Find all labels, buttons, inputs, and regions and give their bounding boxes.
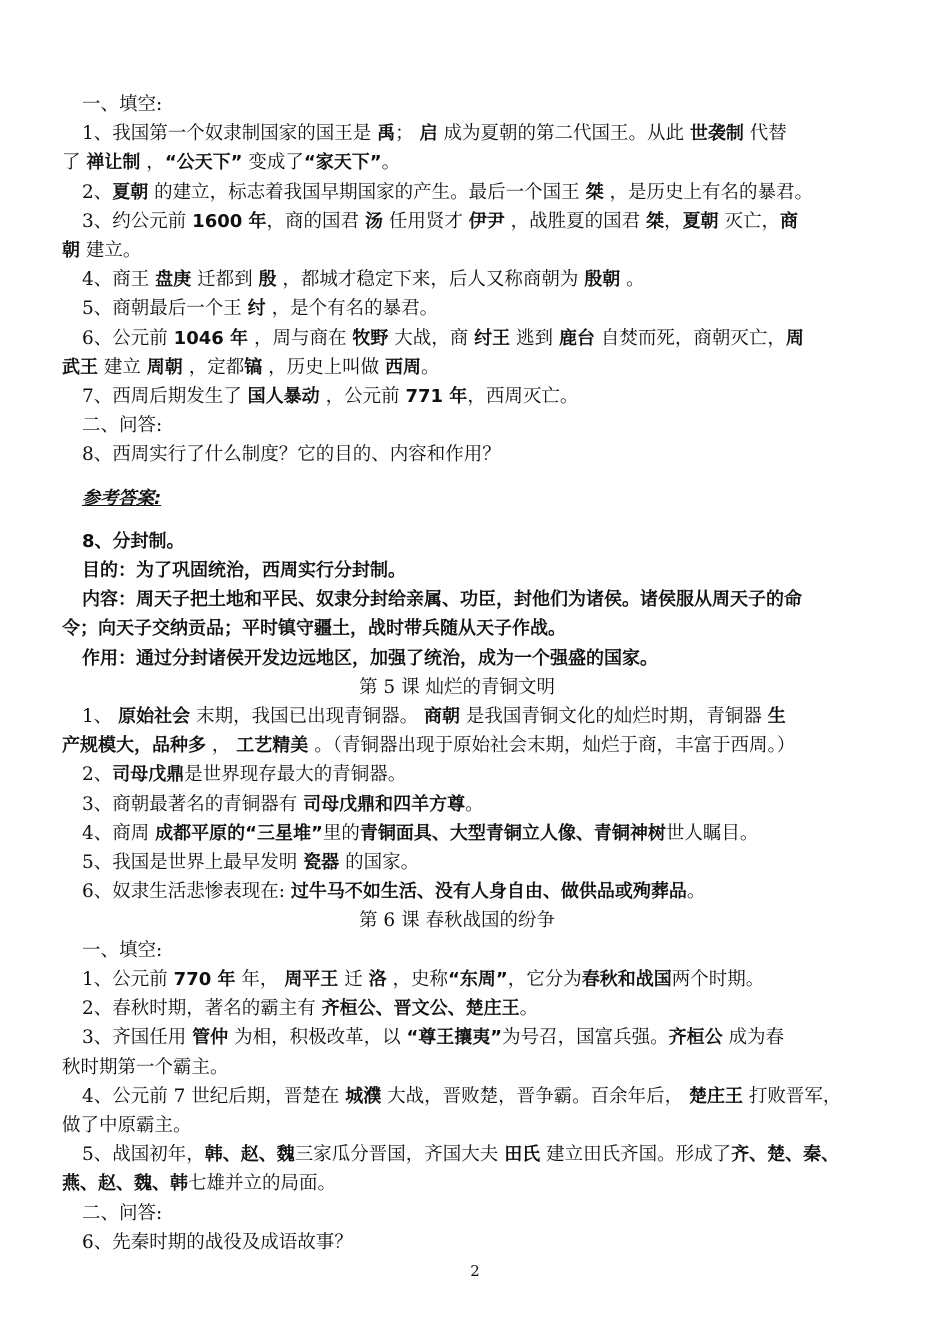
heading-text: 二、问答: (82, 415, 163, 437)
l6-question-6 (62, 1228, 862, 1257)
answer: 纣 (247, 298, 266, 320)
text: 8、分封制。 (82, 530, 185, 552)
text: 迁都到 (197, 269, 253, 291)
text: 为号召，国富兵强。 (502, 1027, 669, 1049)
answer: 齐、楚、秦、 (731, 1144, 840, 1166)
answer: “家天下” (303, 152, 382, 174)
l5-question-3 (62, 790, 862, 819)
answer: 楚庄王 (689, 1085, 743, 1107)
question-6-cont (62, 353, 862, 382)
answer: 牧野 (352, 327, 389, 349)
heading-text: 第 5 课 灿烂的青铜文明 (359, 676, 555, 698)
answer: 商 (779, 210, 798, 232)
text: 代替 (749, 123, 787, 145)
answer: 韩、赵、魏 (204, 1144, 295, 1166)
answer: 殷朝 (584, 269, 621, 291)
text: 5、战国初年， (82, 1144, 205, 1166)
l6-question-5 (62, 1140, 862, 1169)
text: 七雄并立的局面。 (188, 1173, 337, 1195)
text: 作用：通过分封诸侯开发边远地区，加强了统治，成为一个强盛的国家。 (82, 647, 658, 669)
text: 3、齐国任用 (82, 1027, 187, 1049)
answer: 工艺精美 (236, 735, 309, 757)
answer: 周朝 (146, 356, 183, 378)
text: 建立 (103, 356, 141, 378)
text: ，公元前 (325, 386, 400, 408)
text: 。 (626, 269, 645, 291)
answer: 镐 (244, 356, 263, 378)
question-5 (62, 294, 862, 323)
answer: 城濮 (345, 1085, 382, 1107)
answer-content (62, 585, 862, 614)
l6-heading-fill-in (62, 936, 862, 965)
l6-question-4-cont (62, 1111, 862, 1140)
answer: 武王 (62, 356, 98, 378)
answer: 生 (767, 706, 786, 728)
answer-8 (62, 527, 862, 556)
text: 建立。 (85, 240, 142, 262)
answer: 洛 (368, 968, 387, 990)
answer: 春秋和战国 (581, 968, 672, 990)
text: 成为春 (728, 1027, 785, 1049)
text: 的建立，标志着我国早期国家的产生。最后一个国王 (154, 181, 580, 203)
text: 大战，晋败楚，晋争霸。百余年后， (387, 1085, 684, 1107)
text: 逃到 (516, 327, 554, 349)
text: 4、商王 (82, 269, 150, 291)
text: 里的 (322, 822, 360, 844)
text: 6、奴隶生活悲惨表现在: (82, 881, 286, 903)
text: 。 (465, 793, 484, 815)
l5-question-4 (62, 819, 862, 848)
text: ，是个有名的暴君。 (271, 298, 439, 320)
answer: 1046 年 (173, 327, 249, 349)
answer: 伊尹 (468, 210, 505, 232)
answer: 周平王 (284, 968, 339, 990)
text: 3、约公元前 (82, 210, 187, 232)
text: 做了中原霸主。 (62, 1114, 192, 1136)
text: 任用贤才 (388, 210, 463, 232)
question-1-cont (62, 148, 862, 177)
answer: 盘庚 (155, 269, 192, 291)
text: 3、商朝最著名的青铜器有 (82, 793, 298, 815)
answer: 过牛马不如生活、没有人身自由、做供品或殉葬品 (290, 881, 687, 903)
answer: 田氏 (504, 1144, 541, 1166)
text: 。（青铜器出现于原始社会末期，灿烂于商，丰富于西周。） (314, 735, 796, 757)
text: 。 (519, 998, 539, 1020)
text: ，定都 (188, 356, 245, 378)
answer-content-cont (62, 614, 862, 643)
l6-question-4 (62, 1082, 862, 1111)
answer: 燕、赵、魏、韩 (62, 1173, 188, 1195)
answer: 殷 (258, 269, 277, 291)
answer: “尊王攘夷” (406, 1027, 503, 1049)
l6-question-3 (62, 1023, 862, 1052)
question-2: 2、夏朝 的建立，标志着我国早期国家的产生。最后一个国王 桀 ，是历史上有名的暴君。 (82, 181, 813, 203)
answer-effect (62, 644, 862, 673)
heading-qa (62, 411, 862, 440)
question-6 (62, 324, 862, 353)
text: 成为夏朝的第二代国王。从此 (443, 123, 684, 145)
text: 。 (381, 152, 401, 174)
question-1 (62, 119, 862, 148)
text: 4、公元前 7 世纪后期，晋楚在 (82, 1085, 340, 1107)
text: 目的：为了巩固统治，西周实行分封制。 (82, 560, 406, 582)
l5-question-6 (62, 877, 862, 906)
answer: 齐桓公、晋文公、楚庄王 (321, 998, 520, 1020)
text: 的国家。 (345, 852, 420, 874)
answer: 夏朝 (682, 210, 719, 232)
text: 三家瓜分晋国，齐国大夫 (294, 1144, 499, 1166)
text: ，它分为 (507, 968, 582, 990)
text: 打败晋军， (748, 1085, 842, 1107)
question-4 (62, 265, 862, 294)
text: 2、 (82, 764, 113, 786)
answer: 世袭制 (689, 123, 744, 145)
text: ，历史上叫做 (268, 356, 380, 378)
text: 了 (62, 152, 81, 174)
text: ， (664, 210, 683, 232)
text: 。 (421, 356, 440, 378)
answer: “公天下” (164, 152, 243, 174)
answer: 桀 (646, 210, 665, 232)
page-number: 2 (470, 1262, 480, 1280)
text: 是我国青铜文化的灿烂时期，青铜器 (465, 706, 762, 728)
l6-question-5-cont (62, 1169, 862, 1198)
answer: “东周” (448, 968, 508, 990)
text: 2、春秋时期，著名的霸主有 (82, 998, 316, 1020)
text: 令；向天子交纳贡品；平时镇守疆土，战时带兵随从天子作战。 (62, 618, 566, 640)
answer: 齐桓公 (668, 1027, 723, 1049)
text: 迁 (344, 968, 363, 990)
lesson-5-title (62, 673, 852, 702)
answer: 鹿台 (558, 327, 595, 349)
text: ， (146, 152, 165, 174)
l5-question-5 (62, 848, 862, 877)
question-8 (62, 440, 862, 469)
answer: 禅让制 (86, 152, 141, 174)
text: ，史称 (392, 968, 449, 990)
text: 6、公元前 (82, 327, 168, 349)
text: 年， (241, 968, 279, 990)
text: ，周与商在 (253, 327, 347, 349)
text: 7、西周后期发生了 (82, 386, 242, 408)
text: 4、商周 (82, 822, 150, 844)
heading-text: 第 6 课 春秋战国的纷争 (359, 910, 555, 932)
answer: 西周 (385, 356, 421, 378)
l6-question-2 (62, 994, 862, 1023)
l5-question-1 (62, 702, 862, 731)
text: ，战胜夏的国君 (510, 210, 641, 232)
l5-question-2 (62, 760, 862, 789)
answer: 原始社会 (118, 706, 191, 728)
answer: 国人暴动 (247, 386, 320, 408)
text: 内容：周天子把土地和平民、奴隶分封给亲属、功臣，封他们为诸侯。诸侯服从周天子的命 (82, 589, 802, 611)
text: 变成了 (248, 152, 304, 174)
question-7 (62, 382, 862, 411)
text: ，都城才稳定下来，后人又称商朝为 (282, 269, 579, 291)
text: 5、我国是世界上最早发明 (82, 852, 298, 874)
answer: 770 年 (173, 968, 236, 990)
answer: 商朝 (423, 706, 460, 728)
text: 秋时期第一个霸主。 (62, 1056, 229, 1078)
answer: 瓷器 (303, 852, 340, 874)
l6-heading-qa (62, 1199, 862, 1228)
text: 。 (686, 881, 706, 903)
answer: 周 (785, 327, 804, 349)
text: ， (211, 735, 231, 757)
text: 自焚而死，商朝灭亡， (600, 327, 786, 349)
l5-question-1-cont (62, 731, 862, 760)
l6-question-1 (62, 965, 862, 994)
text: 灭亡， (724, 210, 780, 232)
text: 6、先秦时期的战役及成语故事？ (82, 1231, 353, 1253)
page-content (62, 90, 862, 1257)
heading-text: 二、问答: (82, 1202, 163, 1224)
answer: 禹 (377, 123, 396, 145)
answer: 启 (419, 123, 438, 145)
answer: 青铜面具、大型青铜立人像、青铜神树 (359, 822, 666, 844)
text: 末期，我国已出现青铜器。 (196, 706, 419, 728)
heading-text: 一、填空: (82, 94, 163, 115)
lesson-6-title (62, 906, 852, 935)
heading-fill-in (62, 90, 862, 119)
answer-purpose (62, 556, 862, 585)
text: 建立田氏齐国。形成了 (546, 1144, 732, 1166)
answer: 771 年 (405, 386, 468, 408)
text: 世人瞩目。 (665, 822, 759, 844)
question-3-cont (62, 236, 862, 265)
text: 大战，商 (394, 327, 469, 349)
text: 5、商朝最后一个王 (82, 298, 242, 320)
heading-text: 参考答案: (82, 487, 162, 509)
answer: 产规模大，品种多 (62, 735, 206, 757)
answer: 朝 (62, 240, 80, 262)
text: ； (395, 123, 414, 145)
text: ，西周灭亡。 (467, 386, 579, 408)
answer: 桀 (585, 181, 604, 203)
answer: 汤 (364, 210, 383, 232)
text: 8、西周实行了什么制度？它的目的、内容和作用？ (82, 444, 501, 466)
answer: 1600 年 (192, 210, 267, 232)
text: ，是历史上有名的暴君。 (609, 181, 813, 203)
text: 1、我国第一个奴隶制国家的国王是 (82, 123, 372, 145)
answer: 纣王 (474, 327, 511, 349)
text: 是世界现存最大的青铜器。 (184, 764, 407, 786)
text: ，商的国君 (266, 210, 360, 232)
text: 为相，积极改革，以 (234, 1027, 401, 1049)
text: 两个时期。 (671, 968, 765, 990)
answer: 司母戊鼎和四羊方尊 (303, 793, 466, 815)
answer: 成都平原的“三星堆” (155, 822, 323, 844)
l6-question-3-cont (62, 1053, 862, 1082)
question-3 (62, 207, 862, 236)
text: 1、 (82, 706, 113, 728)
answer: 夏朝 (112, 181, 149, 203)
answer: 管仲 (192, 1027, 229, 1049)
answer: 司母戊鼎 (112, 764, 185, 786)
heading-text: 一、填空: (82, 939, 163, 961)
reference-answer-title (62, 484, 862, 513)
text: 1、公元前 (82, 968, 168, 990)
